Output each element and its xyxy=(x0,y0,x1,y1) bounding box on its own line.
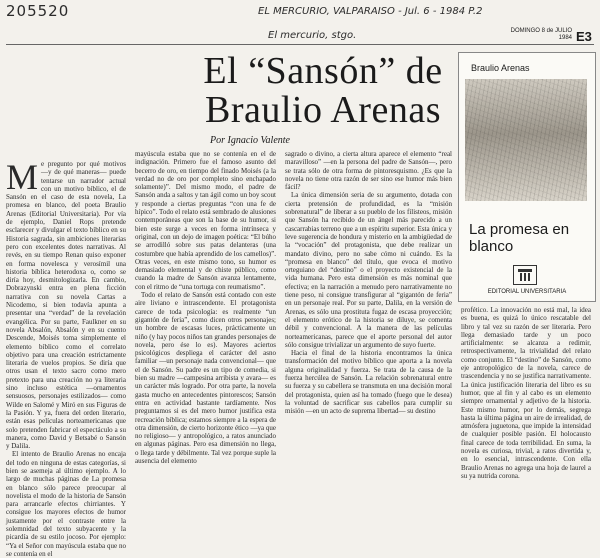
article-column-1 xyxy=(6,157,126,558)
handwritten-clipping-id: 205520 xyxy=(6,2,70,20)
book-cover-illustration xyxy=(465,79,587,201)
paragraph: Hacia el final de la historia encontramos la única transformación del motivo bíblico que aporta a la novela alguna originalidad y fuerza. Se trata de la causa de la fuerza hercúlea de Sansón. La relación sobrenatural entre su fuerza y su cabellera se transmuta en una decisión moral del protagonista, quien así ha tomado (fuego que le desea) la voluntad de sacrificar sus cabellos para cumplir su misión —en un acto de suprema libertad— su destino xyxy=(285,349,452,416)
book-cover-image xyxy=(458,52,596,302)
book-publisher: EDITORIAL UNIVERSITARIA xyxy=(487,289,567,295)
article-column-3 xyxy=(285,150,452,508)
paragraph: e pregunto por qué motivos —y de qué maneras— puede tentarse un narrador actual con un motivo bíblico, el de Sansón en el caso de esta novela, La promesa en blanco, del poeta Braulio Arenas (Editorial Universitaria). Por vía de ejemplo, Daniel Rops pretende esclarecer y divulgar el texto bíblico en su Historia sagrada, sin ambiciones literarias pero con excelentes dotes narrativas. Al revés, en su tiempo Renan quiso exponer en forma novelesca y verosímil una historia bíblica heterodoxa o, como se diría hoy, desmitologizarla. En cambio, Dobrazynski entra en plena ficción narrativa con su novela Cartas a Nicodemo, si bien todavía apunta a presentar una “verdad” de la revelación evangélica. Por su parte, Faulkner en su novela Absalón, Absalón y en su cuento Descende, Moisés toma simplemente el elemento bíblico como el correlato objetivo para una creación estrictamente literaria de vuelos propios. Se diría que otros usan el texto sacro como mero pretexto para una creación no ya literaria sino incluso estética —ornamentos sensuosos, personajes estilizados— como Wilde en Salomé y Miró en sus Figuras de la Pasión. Y ya, fuera del orden literario, están esas películas norteamericanas que solo pretenden fabricar el espectáculo a su manera, como David y Betsabé o Sansón y Dalila. xyxy=(6,160,126,451)
article-column-4 xyxy=(461,306,591,508)
paragraph: profético. La innovación no está mal, la idea es buena, es quizá lo único rescatable del libro y tal vez su razón de ser literaria. Pero llega demasiado tarde y un poco artificialmente: se alcanza a redimir, retrospectivamente, la trivialidad del relato como conjunto. El “destino” de Sansón, como eje antropológico de la novela, carece de trascendencia y no se justifica narrativamente. La única justificación literaria del libro es su humor, que al fin y al cabo es un elemento siempre ornamental y adjetivo de la historia. Este mismo humor, por lo demás, segrega hasta la última página un aire de irrealidad, de atmósfera juguetona, que impide la intensidad de cualquier posible pasión. El holocausto final carece de toda terribilidad. En suma, la novela es curiosa, trivial, a ratos divertida y, en lo esencial, intrascendente. Con ella Braulio Arenas no agrega una hoja de laurel a su ya nutrida corona. xyxy=(461,306,591,480)
paragraph: La única dimensión seria de su argumento, dotada con cierta pretensión de profundidad, es la “misión sobrenatural” de liberar a su pueblo de los filisteos, misión que Sansón ha recibido de un ángel más parecido a un cascarrabias terreno que a un espíritu superior. Esta única y leve sugerencia de hondura y misterio en la ambigüedad de la “vocación” del protagonista, que debe realizar un mandato divino, pero no sabe cómo ni cuándo. Es la “promesa en blanco” del título, que evoca el motivo orteguiano del “destino” o el proyecto existencial de la vida humana. Pero esta dimensión es más nominal que efectiva; en la narración a menudo pero narrativamente no tiene peso, ni consigue transfigurar al “gigantón de feria” en un personaje real. Por su parte, Dalila, en la versión de Arenas, es sólo una prostituta fugaz de escasa proyección; el elemento erótico de la historia se diluye, se comenta débil y convencional. A la manera de las películas norteamericanas, parece que el aporte personal del autor sólo consigue trivializar un argumento de suyo fuerte. xyxy=(285,191,452,349)
paragraph: sagrado o divino, a cierta altura aparece el elemento “real maravilloso” —en la persona del padre de Sansón—, pero se trata sólo de otra forma de pintoresquismo. ¿Es que la novela no tiene otra razón de ser sino ese humor más bien fácil? xyxy=(285,150,452,192)
article-column-2 xyxy=(135,150,276,508)
book-title: La promesa en blanco xyxy=(469,221,570,255)
article-byline: Por Ignacio Valente xyxy=(210,135,290,146)
publisher-logo-icon xyxy=(513,265,537,285)
headline-line-2: Braulio Arenas xyxy=(204,89,441,131)
headline-line-1: El “Sansón” de xyxy=(203,50,443,92)
header-rule xyxy=(6,44,594,45)
article-headline xyxy=(192,52,454,130)
paragraph: mayúscula estaba que no se contenía en el de indignación. Primero fue el famoso asunto del becerro de oro, en tiempo del finado Moisés (a la verdad no de oro por completo sino enchapado solamente)”. Del mismo modo, el padre de Sansón anda a saltos y tan ágil como un boy scout y responde a ciertas preguntas “con una fe de hípico”. Todo el relato está sembrado de alusiones contemporáneas que son la base de su humor, si bien este surge a veces en forma intrínseca y original, con un dejo de imagen poética: “El búho se arrodilló sobre sus patas delanteras (una costumbre que había aprendido de los camellos)”. Otras veces, en este mismo tono, su humor es demasiado elemental y de chiste público, como cuando la madre de Sansón avanza lentamente, con el ritmo de “una tortuga con reumatismo”. xyxy=(135,150,276,291)
handwritten-source-note: EL MERCURIO, VALPARAISO - Jul. 6 - 1984 P.2 xyxy=(258,6,483,17)
paragraph: El intento de Braulio Arenas no encaja del todo en ninguna de estas categorías, si bien se asemeja al último ejemplo. A lo largo de muchas páginas de La promesa en blanco sólo parece preocupar al novelista el modo de la historia de Sansón para arrancarle efectos chirriantes. Y consigue los mayores efectos de humor justamente por el contraste entre la solemnidad del texto subyacente y la picardía de su estilo jocoso. Por ejemplo: “Ya el Señor con mayúscula estaba que no se contenía en el xyxy=(6,450,126,558)
paragraph: Todo el relato de Sansón está contado con este aire liviano e intrascendente. El protagonista carece de toda psicología: es realmente “un gigantón de feria”, como dicen otros personajes; un hombre de escasas luces, prácticamente un niño (y hay pocos niños tan grandes personajes de novela, pero ése lo es). Mayores aciertos psicológicos despliega el carácter del asno familiar —un personaje nada convencional— que el de Sansón. Su padre es un tipo de comedia, si bien su madre —campesina arribista y avara— es un carácter más logrado. Por otra parte, la novela gasta mucho en antecedentes pintorescos; Sansón entra en actividad bastante tardíamente. Nos preguntamos si es del mero humor justifica esta recreación bíblica; estamos siempre a la espera de otra dimensión, de cierto horizonte ético —ya que no religioso— y antropológico, a ratos anunciado en algunas páginas. Pero esa dimensión no llega, o llega tarde y débilmente. Tal vez porque suple la ausencia del elemento xyxy=(135,291,276,465)
page-date: DOMINGO 8 de JULIO 1984 xyxy=(510,28,572,41)
book-author: Braulio Arenas xyxy=(471,63,530,73)
drop-cap: M xyxy=(6,157,39,197)
handwritten-source-note-2: El mercurio, stgo. xyxy=(268,30,357,41)
page-number: E3 xyxy=(576,29,592,44)
